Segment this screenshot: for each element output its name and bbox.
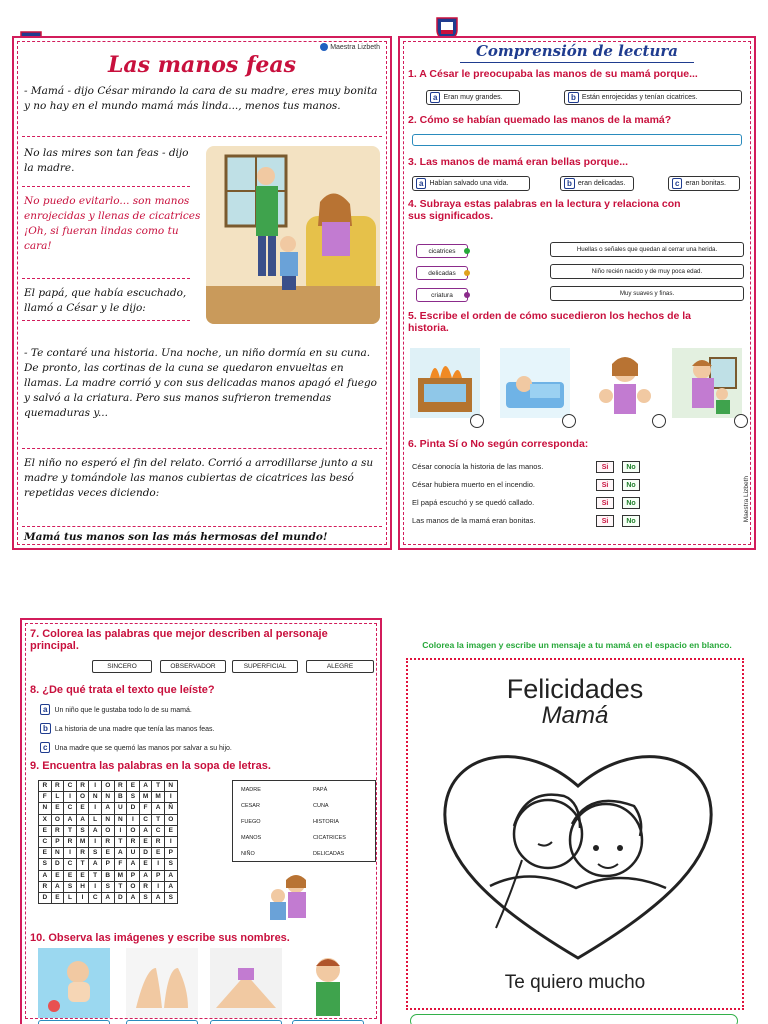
word-search-cell[interactable]: F	[39, 792, 52, 803]
word-search-cell[interactable]: T	[64, 825, 77, 836]
word-search-row	[39, 881, 178, 892]
message-field[interactable]	[410, 1014, 738, 1024]
word-search-cell[interactable]: R	[101, 836, 114, 847]
picture-hands	[126, 948, 198, 1018]
word-search-row	[39, 870, 178, 881]
word-search-cell[interactable]: N	[39, 803, 52, 814]
word-search-cell[interactable]: A	[164, 870, 177, 881]
word-search-cell[interactable]: I	[164, 792, 177, 803]
word-search-cell[interactable]: E	[139, 836, 152, 847]
word-search-cell[interactable]: R	[127, 836, 140, 847]
word-search-cell[interactable]: C	[64, 859, 77, 870]
word-search-cell[interactable]: R	[152, 836, 165, 847]
word-search-cell[interactable]: R	[39, 781, 52, 792]
sequence-image-baby-sleeping	[500, 348, 570, 418]
word-search-cell[interactable]: R	[39, 881, 52, 892]
word-search-cell[interactable]: L	[89, 814, 102, 825]
word-search-row	[39, 803, 178, 814]
brand-label: Maestra Lizbeth	[320, 43, 380, 51]
word-search-cell[interactable]: S	[139, 892, 152, 903]
word-search-cell[interactable]: T	[152, 781, 165, 792]
word-search-cell[interactable]: A	[152, 803, 165, 814]
meaning-box[interactable]: Huellas o señales que quedan al cerrar una herida.	[550, 242, 744, 257]
word-search-cell[interactable]: I	[152, 881, 165, 892]
word-list-box	[232, 780, 376, 862]
word-search-cell[interactable]: M	[76, 836, 89, 847]
question-8: 8. ¿De qué trata el texto que leíste?	[30, 684, 215, 696]
word-search-cell[interactable]: D	[51, 859, 64, 870]
trait-word-alegre[interactable]: ALEGRE	[306, 660, 374, 673]
word-search-cell[interactable]: A	[89, 825, 102, 836]
story-paragraph: No las mires son tan feas - dijo la madre.	[24, 147, 189, 174]
story-closing-line: Mamá tus manos son las más hermosas del mundo!	[24, 531, 328, 543]
answer-field[interactable]	[210, 1020, 282, 1024]
word-search-cell[interactable]: I	[127, 814, 140, 825]
reading-sheet	[12, 36, 392, 550]
word-search-cell[interactable]: I	[64, 848, 77, 859]
brand-label-vertical: Maestra Lizbeth	[743, 476, 750, 523]
mother-child-illustration	[260, 868, 318, 926]
sequence-image-mother-and-son	[672, 348, 742, 418]
word-search-cell[interactable]: E	[64, 870, 77, 881]
word-search-row	[39, 814, 178, 825]
word-search-cell[interactable]: D	[139, 848, 152, 859]
word-list-item: PAPÁ	[313, 787, 328, 793]
word-search-cell[interactable]: O	[76, 792, 89, 803]
word-search-cell[interactable]: E	[76, 803, 89, 814]
word-search-cell[interactable]: H	[76, 881, 89, 892]
word-search-cell[interactable]: N	[89, 792, 102, 803]
word-search-cell[interactable]: T	[76, 859, 89, 870]
word-search-cell[interactable]: I	[89, 836, 102, 847]
word-search-cell[interactable]: A	[101, 892, 114, 903]
word-search-cell[interactable]: A	[139, 781, 152, 792]
word-search-cell[interactable]: A	[139, 870, 152, 881]
word-search-cell[interactable]: L	[64, 892, 77, 903]
word-search-cell[interactable]: S	[89, 848, 102, 859]
word-search-cell[interactable]: M	[114, 870, 127, 881]
word-search-cell[interactable]: L	[51, 792, 64, 803]
no-box[interactable]: No	[622, 497, 640, 509]
coloring-instruction: Colorea la imagen y escribe un mensaje a tu mamá en el espacio en blanco.	[422, 640, 732, 650]
word-search-cell[interactable]: E	[51, 892, 64, 903]
picture-joined-hands	[210, 948, 282, 1018]
true-false-statement: Las manos de la mamá eran bonitas.	[412, 516, 536, 525]
word-search-cell[interactable]: N	[101, 814, 114, 825]
trait-word-sincero[interactable]: SINCERO	[92, 660, 152, 673]
word-search-cell[interactable]: A	[76, 814, 89, 825]
sequence-image-mother-hands	[590, 348, 660, 418]
connector-dot[interactable]	[464, 292, 470, 298]
word-search-cell[interactable]: S	[76, 825, 89, 836]
word-search-cell[interactable]: C	[139, 814, 152, 825]
word-search-cell[interactable]: O	[127, 825, 140, 836]
card-message: Te quiero mucho	[504, 972, 646, 993]
sequence-order-circle[interactable]	[470, 414, 484, 428]
word-search-cell[interactable]: D	[114, 892, 127, 903]
word-search-cell[interactable]: R	[76, 781, 89, 792]
word-list-item: DELICADAS	[313, 851, 345, 857]
word-search-row	[39, 836, 178, 847]
mother-daughter-heart-drawing[interactable]	[430, 736, 726, 966]
word-search-cell[interactable]: N	[101, 792, 114, 803]
word-list-item: CICATRICES	[313, 835, 346, 841]
word-search-cell[interactable]: T	[114, 836, 127, 847]
word-search-cell[interactable]: N	[51, 848, 64, 859]
word-search-cell[interactable]: C	[39, 836, 52, 847]
question-1: 1. A César le preocupaba las manos de su mamá porque...	[408, 68, 698, 80]
word-search-cell[interactable]: O	[101, 825, 114, 836]
story-paragraph: El papá, que había escuchado, llamó a César y le dijo:	[24, 287, 187, 314]
word-search-grid[interactable]	[38, 780, 178, 904]
word-list-item: MANOS	[241, 835, 262, 841]
story-paragraph: - Mamá - dijo César mirando la cara de su madre, eres muy bonita y no hay en el mundo mamá más linda..., menos tus manos.	[24, 85, 378, 112]
word-list-item: HISTORIA	[313, 819, 339, 825]
word-search-cell[interactable]: A	[89, 859, 102, 870]
word-search-cell[interactable]: Ñ	[164, 803, 177, 814]
meaning-box[interactable]: Muy suaves y finas.	[550, 286, 744, 301]
word-search-cell[interactable]: O	[127, 881, 140, 892]
word-search-cell[interactable]: T	[152, 814, 165, 825]
word-search-cell[interactable]: S	[64, 881, 77, 892]
word-search-cell[interactable]: O	[101, 781, 114, 792]
word-search-cell[interactable]: T	[114, 881, 127, 892]
word-search-cell[interactable]: E	[164, 825, 177, 836]
yes-box[interactable]: Si	[596, 497, 614, 509]
word-search-cell[interactable]: A	[152, 892, 165, 903]
q3-option-c[interactable]: c eran bonitas.	[668, 176, 740, 191]
word-search-cell[interactable]: R	[64, 836, 77, 847]
word-search-cell[interactable]: U	[127, 848, 140, 859]
card-title: Felicidades	[506, 674, 644, 704]
comprehension-sheet	[398, 36, 756, 550]
true-false-statement: César conocía la historia de las manos.	[412, 462, 544, 471]
story-paragraph: - Te contaré una historia. Una noche, un niño dormía en su cuna. De pronto, las cortinas de la cuna se quedaron envueltas en llamas. La madre corrió y con sus delicadas manos apagó el fuego y salvó a la criatura. Pero sus manos sufrieron tremendas quemaduras y...	[24, 347, 378, 419]
word-search-cell[interactable]: E	[139, 859, 152, 870]
word-search-cell[interactable]: A	[139, 825, 152, 836]
q8-option-a[interactable]: a Un niño que le gustaba todo lo de su mamá.	[40, 704, 192, 715]
word-search-cell[interactable]: S	[164, 859, 177, 870]
word-tag-delicadas[interactable]: delicadas	[416, 266, 468, 280]
word-search-cell[interactable]: X	[39, 814, 52, 825]
word-search-cell[interactable]: B	[114, 792, 127, 803]
card-subtitle: Mamá	[541, 702, 609, 729]
word-search-cell[interactable]: N	[114, 814, 127, 825]
word-search-cell[interactable]: U	[114, 803, 127, 814]
no-box[interactable]: No	[622, 479, 640, 491]
word-search-cell[interactable]: M	[139, 792, 152, 803]
trait-word-superficial[interactable]: SUPERFICIAL	[232, 660, 298, 673]
word-search-cell[interactable]: I	[76, 892, 89, 903]
word-search-cell[interactable]: C	[64, 803, 77, 814]
q2-answer-field[interactable]	[412, 134, 742, 146]
word-search-cell[interactable]: I	[152, 859, 165, 870]
sequence-order-circle[interactable]	[562, 414, 576, 428]
word-search-cell[interactable]: M	[152, 792, 165, 803]
family-illustration	[206, 146, 380, 324]
word-search-cell[interactable]: F	[139, 803, 152, 814]
word-search-cell[interactable]: E	[127, 781, 140, 792]
word-search-cell[interactable]: I	[114, 825, 127, 836]
yes-box[interactable]: Si	[596, 479, 614, 491]
word-search-cell[interactable]: F	[114, 859, 127, 870]
word-list-item: MADRE	[241, 787, 261, 793]
word-search-cell[interactable]: C	[89, 892, 102, 903]
word-search-cell[interactable]: D	[39, 892, 52, 903]
no-box[interactable]: No	[622, 515, 640, 527]
word-list-item: FUEGO	[241, 819, 261, 825]
activities-sheet	[20, 618, 382, 1024]
word-search-cell[interactable]: P	[101, 859, 114, 870]
word-search-cell[interactable]: A	[51, 881, 64, 892]
word-search-cell[interactable]: P	[127, 870, 140, 881]
word-search-cell[interactable]: P	[164, 848, 177, 859]
word-search-cell[interactable]: S	[101, 881, 114, 892]
question-7: 7. Colorea las palabras que mejor describen al personaje principal.	[30, 628, 328, 652]
question-2: 2. Cómo se habían quemado las manos de la mamá?	[408, 114, 672, 126]
word-search-cell[interactable]: E	[101, 848, 114, 859]
word-search-cell[interactable]: T	[89, 870, 102, 881]
word-list-item: NIÑO	[241, 851, 255, 857]
story-paragraph: No puedo evitarlo... son manos enrojecidas y llenas de cicatrices ¡Oh, si fueran lindas como tu cara!	[24, 195, 201, 252]
question-5: 5. Escribe el orden de cómo sucedieron los hechos de la historia.	[408, 310, 692, 334]
trait-word-observador[interactable]: OBSERVADOR	[160, 660, 226, 673]
coloring-card	[406, 658, 744, 1010]
word-tag-cicatrices[interactable]: cicatrices	[416, 244, 468, 258]
word-search-cell[interactable]: P	[152, 870, 165, 881]
word-search-cell[interactable]: E	[152, 848, 165, 859]
word-search-cell[interactable]: R	[51, 825, 64, 836]
answer-field[interactable]	[292, 1020, 364, 1024]
word-list-item: CUNA	[313, 803, 329, 809]
word-search-cell[interactable]: A	[101, 803, 114, 814]
q1-option-b[interactable]: b Están enrojecidas y tenían cicatrices.	[564, 90, 742, 105]
question-3: 3. Las manos de mamá eran bellas porque...	[408, 156, 628, 168]
q8-option-b[interactable]: b La historia de una madre que tenía las manos feas.	[40, 723, 214, 734]
word-search-cell[interactable]: R	[51, 781, 64, 792]
word-search-row	[39, 859, 178, 870]
true-false-statement: El papá escuchó y se quedó callado.	[412, 498, 535, 507]
word-search-cell[interactable]: A	[114, 848, 127, 859]
word-search-cell[interactable]: A	[164, 881, 177, 892]
word-tag-criatura[interactable]: criatura	[416, 288, 468, 302]
word-search-row	[39, 781, 178, 792]
word-search-cell[interactable]: A	[127, 892, 140, 903]
word-list-item: CESAR	[241, 803, 260, 809]
word-search-cell[interactable]: I	[89, 781, 102, 792]
word-search-cell[interactable]: R	[139, 881, 152, 892]
yes-box[interactable]: Si	[596, 515, 614, 527]
word-search-cell[interactable]: E	[51, 803, 64, 814]
word-search-cell[interactable]: R	[114, 781, 127, 792]
q3-option-b[interactable]: b eran delicadas.	[560, 176, 634, 191]
word-search-cell[interactable]: E	[76, 870, 89, 881]
word-search-cell[interactable]: I	[164, 836, 177, 847]
word-search-cell[interactable]: A	[127, 859, 140, 870]
word-search-cell[interactable]: S	[164, 892, 177, 903]
picture-boy	[292, 948, 364, 1018]
word-search-cell[interactable]: R	[76, 848, 89, 859]
facebook-icon	[320, 43, 328, 51]
word-search-row	[39, 792, 178, 803]
word-search-cell[interactable]: N	[164, 781, 177, 792]
word-search-cell[interactable]: S	[39, 859, 52, 870]
word-search-cell[interactable]: I	[89, 881, 102, 892]
word-search-cell[interactable]: C	[152, 825, 165, 836]
sequence-image-crib-fire	[410, 348, 480, 418]
word-search-row	[39, 825, 178, 836]
answer-field[interactable]	[126, 1020, 198, 1024]
word-search-cell[interactable]: I	[89, 803, 102, 814]
story-title: Las manos feas	[107, 52, 297, 78]
q1-option-a[interactable]: a Eran muy grandes.	[426, 90, 520, 105]
connector-dot[interactable]	[464, 270, 470, 276]
yes-box[interactable]: Si	[596, 461, 614, 473]
word-search-cell[interactable]: A	[39, 870, 52, 881]
word-search-cell[interactable]: E	[51, 870, 64, 881]
true-false-statement: César hubiera muerto en el incendio.	[412, 480, 535, 489]
question-4: 4. Subraya estas palabras en la lectura y relaciona con sus significados.	[408, 198, 681, 222]
meaning-box[interactable]: Niño recién nacido y de muy poca edad.	[550, 264, 744, 279]
story-paragraph: El niño no esperó el fin del relato. Corrió a arrodillarse junto a su madre y tomándole las manos cubiertas de cicatrices las besó repetidas veces diciendo:	[24, 457, 374, 499]
word-search-cell[interactable]: D	[127, 803, 140, 814]
word-search-cell[interactable]: E	[39, 848, 52, 859]
q3-option-a[interactable]: a Habían salvado una vida.	[412, 176, 530, 191]
word-search-row	[39, 892, 178, 903]
q8-option-c[interactable]: c Una madre que se quemó las manos por salvar a su hijo.	[40, 742, 232, 753]
sequence-order-circle[interactable]	[734, 414, 748, 428]
sequence-order-circle[interactable]	[652, 414, 666, 428]
word-search-cell[interactable]: P	[51, 836, 64, 847]
word-search-cell[interactable]: O	[164, 814, 177, 825]
answer-field[interactable]	[38, 1020, 110, 1024]
word-search-cell[interactable]: B	[101, 870, 114, 881]
picture-baby	[38, 948, 110, 1018]
word-search-row	[39, 848, 178, 859]
question-10: 10. Observa las imágenes y escribe sus nombres.	[30, 932, 290, 944]
question-6: 6. Pinta Sí o No según corresponda:	[408, 438, 589, 450]
word-search-cell[interactable]: I	[64, 792, 77, 803]
no-box[interactable]: No	[622, 461, 640, 473]
word-search-cell[interactable]: S	[127, 792, 140, 803]
question-9: 9. Encuentra las palabras en la sopa de letras.	[30, 760, 271, 772]
connector-dot[interactable]	[464, 248, 470, 254]
word-search-cell[interactable]: O	[51, 814, 64, 825]
word-search-cell[interactable]: E	[39, 825, 52, 836]
word-search-cell[interactable]: A	[64, 814, 77, 825]
word-search-cell[interactable]: C	[64, 781, 77, 792]
comprehension-title: Comprensión de lectura	[475, 42, 679, 60]
